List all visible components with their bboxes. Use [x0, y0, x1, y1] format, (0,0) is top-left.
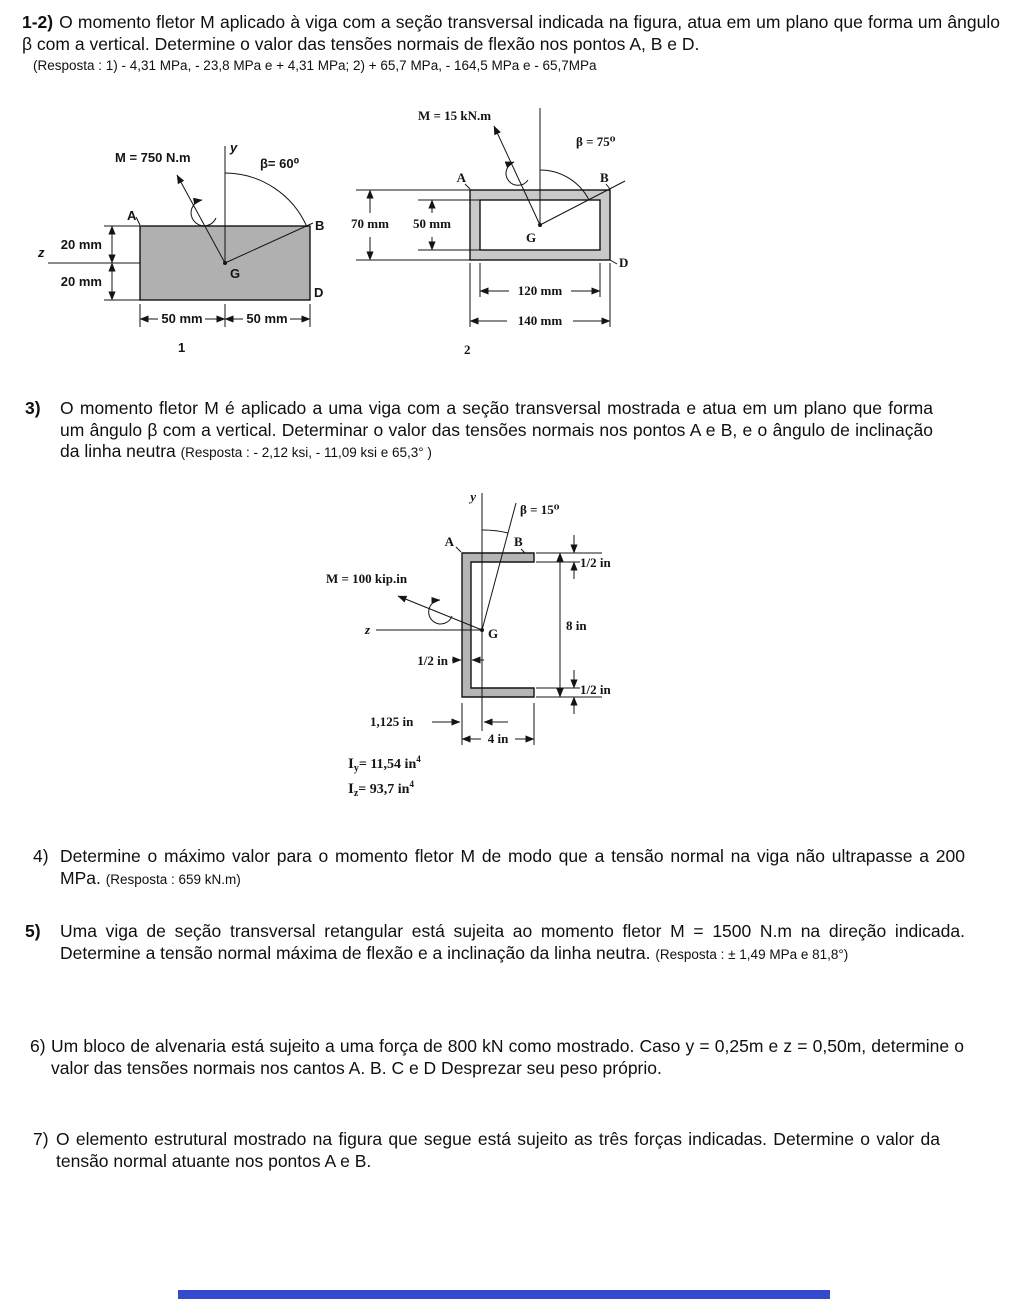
fig2-point-d-label: D	[619, 255, 629, 270]
problem-1-2	[22, 12, 1000, 75]
problem-5	[25, 921, 965, 964]
problem-3	[25, 398, 933, 463]
figure-1-rectangular-section	[30, 100, 350, 362]
problem-text	[51, 1036, 964, 1079]
fig2-centroid-dot	[538, 223, 542, 227]
problem-number: 3)	[25, 398, 41, 418]
figure-3-channel-section	[318, 483, 663, 808]
problem-number: 7)	[33, 1129, 49, 1149]
fig3-inertia-z-label: $I_z= 93,7$ $in^4$	[348, 779, 414, 799]
fig1-dim-upper-label: 20 mm	[60, 237, 102, 252]
fig3-beta-label: β = 15⁰	[520, 502, 560, 517]
answer-text: (Resposta : - 2,12 ksi, - 11,09 ksi e 65,3° )	[180, 445, 432, 461]
problem-body: O momento fletor M é aplicado a uma viga com a seção transversal mostrada e atua em um plano que forma um ângulo β com a vertical. Determinar o valor das tensões normais nos pontos A e B, e o ângulo de inclinação da linha neutra	[60, 398, 933, 462]
fig1-beta-label: β= 60⁰	[260, 156, 300, 171]
fig1-point-d-label: D	[314, 285, 324, 300]
problem-4	[33, 846, 965, 889]
answer-text: (Resposta : 659 kN.m)	[105, 871, 241, 887]
fig2-beta-label: β = 75⁰	[576, 134, 616, 149]
fig1-dim-lower-label: 20 mm	[60, 274, 102, 289]
fig3-centroid-dot	[480, 628, 484, 632]
fig1-dim-left-label: 50 mm	[161, 311, 203, 326]
problem-number: 1-2)	[22, 12, 54, 32]
fig3-centroid-label: G	[488, 626, 499, 641]
fig2-point-b-label: B	[600, 170, 609, 185]
problem-number: 4)	[33, 846, 49, 866]
fig1-y-axis-label: y	[230, 140, 238, 155]
fig3-point-b-label: B	[514, 534, 523, 549]
problem-number: 5)	[25, 921, 41, 941]
fig3-y-axis-label: y	[470, 489, 476, 504]
footer-blue-bar	[178, 1290, 830, 1299]
fig2-moment-label: M = 15 kN.m	[418, 108, 492, 123]
fig1-caption: 1	[178, 340, 186, 355]
problem-7	[33, 1129, 940, 1172]
answer-text: (Resposta : ± 1,49 MPa e 81,8°)	[655, 946, 849, 962]
problem-text	[22, 12, 1000, 75]
problem-body: O momento fletor M aplicado à viga com a seção transversal indicada na figura, atua em um plano que forma um ângulo β com a vertical. Determine o valor das tensões normais de flexão nos pontos A, B e D.	[22, 12, 1000, 54]
problem-text	[60, 846, 965, 889]
fig1-point-b-label: B	[315, 218, 325, 233]
fig1-centroid-label: G	[230, 266, 241, 281]
problem-body: Um bloco de alvenaria está sujeito a uma força de 800 kN como mostrado. Caso y = 0,25m e z = 0,50m, determine o valor das tensões normais nos cantos A. B. C e D Desprezar seu peso próprio.	[51, 1036, 964, 1078]
problem-text	[56, 1129, 940, 1172]
fig2-caption: 2	[464, 342, 471, 357]
problem-text	[60, 398, 933, 463]
fig3-channel-shape	[462, 553, 534, 697]
fig3-moment-label: M = 100 kip.in	[326, 571, 408, 586]
fig2-dim-inner-height-label: 50 mm	[413, 216, 451, 231]
fig3-point-a-label: A	[444, 534, 454, 549]
problem-number: 6)	[30, 1036, 46, 1056]
fig3-dim-web-label: 1/2 in	[417, 653, 448, 668]
fig1-moment-label: M = 750 N.m	[115, 150, 191, 165]
fig1-point-a-leader	[136, 217, 140, 225]
fig3-dim-height-label: 8 in	[566, 618, 587, 633]
fig1-point-a-label: A	[127, 208, 137, 223]
fig3-dim-flange-width-label: 4 in	[487, 731, 509, 746]
fig2-dim-inner-width-label: 120 mm	[517, 283, 563, 298]
fig2-dim-outer-width-label: 140 mm	[517, 313, 563, 328]
problem-body: Uma viga de seção transversal retangular está sujeita ao momento fletor M = 1500 N.m na direção indicada. Determine a tensão normal máxima de flexão e a inclinação da linha neutra.	[60, 921, 965, 963]
fig3-dim-flange-top-label: 1/2 in	[580, 555, 611, 570]
fig3-moment-plane-line	[482, 503, 516, 630]
fig1-z-axis-label: z	[38, 245, 45, 260]
problem-text	[60, 921, 965, 964]
fig2-centroid-label: G	[526, 230, 537, 245]
fig3-dim-centroid-offset-label: 1,125 in	[370, 714, 414, 729]
answer-text: (Resposta : 1) - 4,31 MPa, - 23,8 MPa e + 4,31 MPa; 2) + 65,7 MPa, - 164,5 MPa e - 65,7MPa	[33, 58, 597, 74]
fig1-dim-right-label: 50 mm	[246, 311, 288, 326]
figure-2-box-section	[338, 96, 673, 368]
fig1-centroid-dot	[223, 261, 227, 265]
fig3-inertia-y-label: $I_y= 11,54$ $in^4$	[348, 754, 421, 774]
fig3-z-axis-label: z	[364, 622, 370, 637]
footer-bar-rect	[178, 1290, 830, 1299]
fig3-dim-flange-bottom-label: 1/2 in	[580, 682, 611, 697]
problem-body: Determine o máximo valor para o momento fletor M de modo que a tensão normal na viga não ultrapasse a 200 MPa.	[60, 846, 965, 888]
fig3-dimension-lines	[432, 535, 602, 746]
fig2-point-a-label: A	[456, 170, 466, 185]
problem-body: O elemento estrutural mostrado na figura que segue está sujeito as três forças indicadas. Determine o valor da tensão normal atuante nos pontos A e B.	[56, 1129, 940, 1171]
problem-6	[30, 1036, 964, 1079]
fig2-dim-outer-height-label: 70 mm	[351, 216, 389, 231]
